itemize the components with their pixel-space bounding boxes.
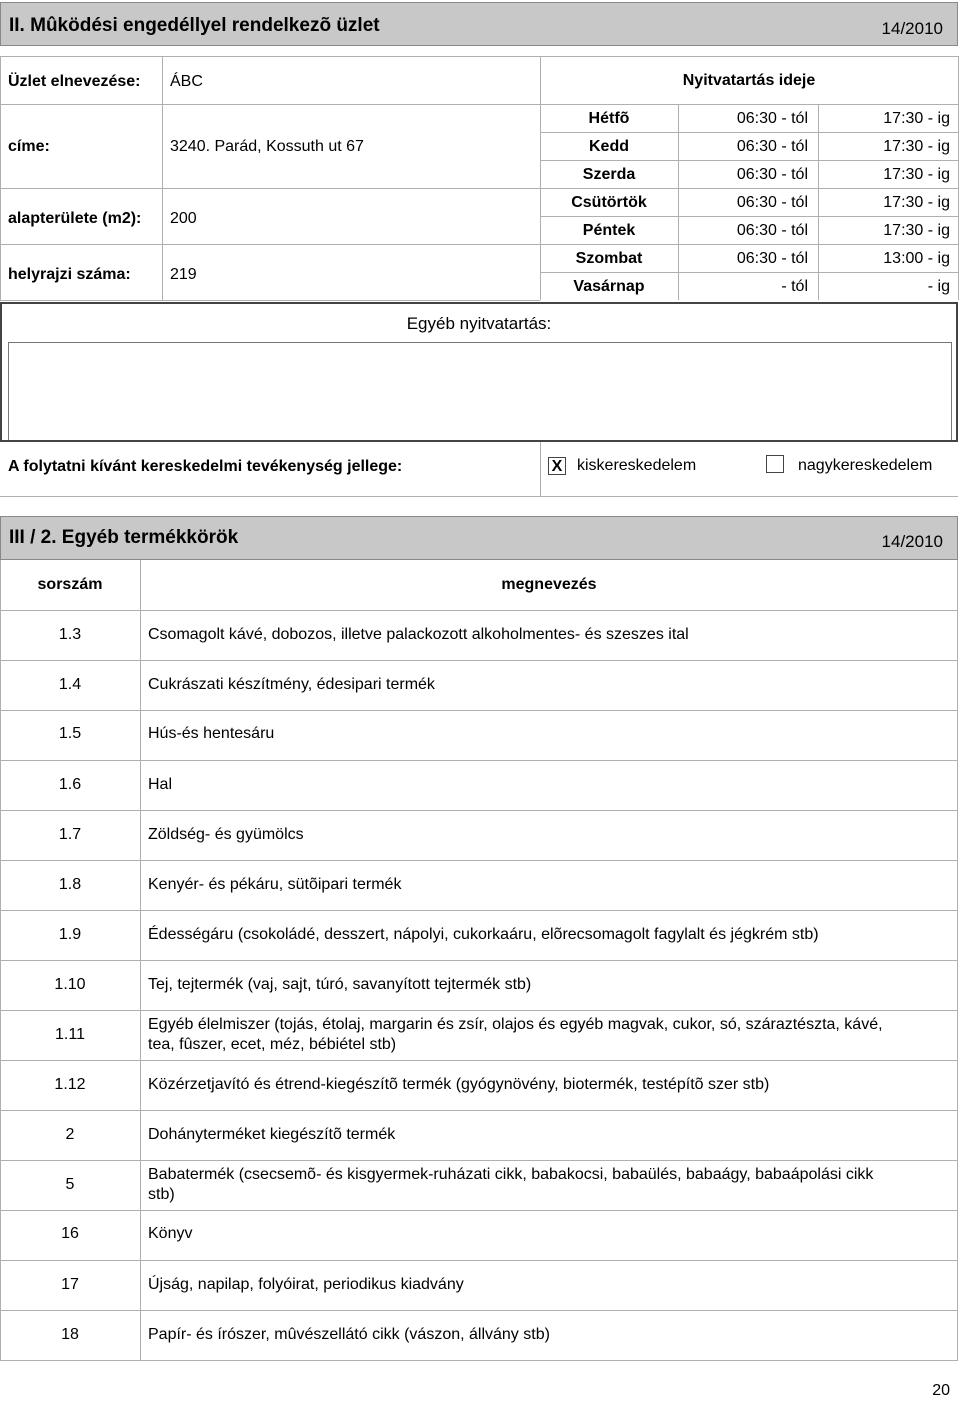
other-hours-label: Egyéb nyitvatartás: [406,314,552,333]
item-name: Csomagolt kávé, dobozos, illetve palackozott alkoholmentes- és szeszes ital [148,626,689,643]
page-number: 20 [932,1382,950,1399]
table-row [0,1210,958,1260]
wholesale-checkbox[interactable] [766,455,784,473]
item-name: Egyéb élelmiszer (tojás, étolaj, margarin és zsír, olajos és egyéb magvak, cukor, só, száraztészta, kávé, tea, fûszer, ecet, méz, bébiétel stb) [148,1016,883,1053]
item-number: 18 [61,1326,79,1343]
item-number: 1.4 [58,676,82,693]
item-number: 16 [61,1225,79,1242]
hours-from: 06:30 - tól [736,138,808,155]
item-name: Cukrászati készítmény, édesipari termék [148,676,435,693]
store-name-value: ÁBC [170,73,203,90]
section2-title: III / 2. Egyéb termékkörök [9,527,239,548]
section-code: 14/2010 [881,19,943,38]
hours-to: 17:30 - ig [883,138,950,155]
retail-label: kiskereskedelem [577,457,697,474]
item-name: Zöldség- és gyümölcs [148,826,304,843]
item-number: 1.8 [58,876,82,893]
hours-from: - tól [781,278,808,295]
address-value: 3240. Parád, Kossuth ut 67 [170,138,364,155]
hours-to: 17:30 - ig [883,166,950,183]
hours-to: 17:30 - ig [883,222,950,239]
retail-checkbox[interactable]: X [548,457,566,475]
hours-day: Kedd [589,138,629,155]
address-label: címe: [8,138,50,155]
table-row [0,660,958,710]
hours-day: Vasárnap [573,278,645,295]
item-number: 1.11 [55,1026,85,1043]
item-name: Édességáru (csokoládé, desszert, nápolyi, cukorkaáru, elõrecsomagolt fagylalt és jégkrém stb) [148,926,819,943]
item-number: 2 [65,1126,75,1143]
hours-to: 17:30 - ig [883,110,950,127]
item-number: 5 [65,1176,75,1193]
section2-code: 14/2010 [881,532,943,551]
item-name: Tej, tejtermék (vaj, sajt, túró, savanyított tejtermék stb) [148,976,532,993]
table-row [0,960,958,1010]
hours-from: 06:30 - tól [736,110,808,127]
store-name-label: Üzlet elnevezése: [8,73,141,90]
column-header-name: megnevezés [501,576,597,593]
item-name: Hús-és hentesáru [148,725,275,742]
area-label: alapterülete (m2): [8,210,142,227]
hours-to: 13:00 - ig [883,250,950,267]
table-row [0,1310,958,1360]
lot-label: helyrajzi száma: [8,266,131,283]
hours-day: Szerda [582,166,636,183]
table-row [0,810,958,860]
item-number: 1.5 [58,725,82,742]
hours-to: 17:30 - ig [883,194,950,211]
table-row [0,860,958,910]
table-row [0,1060,958,1110]
item-name: Kenyér- és pékáru, sütõipari termék [148,876,402,893]
hours-from: 06:30 - tól [736,194,808,211]
area-value: 200 [170,210,197,227]
item-number: 1.6 [58,776,82,793]
hours-from: 06:30 - tól [736,250,808,267]
item-number: 17 [61,1276,79,1293]
item-name: Babatermék (csecsemõ- és kisgyermek-ruházati cikk, babakocsi, babaülés, babaágy, babaápolási cikk stb) [148,1166,874,1203]
section-title: II. Mûködési engedéllyel rendelkezõ üzlet [9,15,380,36]
item-name: Könyv [148,1225,193,1242]
item-number: 1.12 [54,1076,86,1093]
hours-from: 06:30 - tól [736,166,808,183]
table-row [0,1160,958,1210]
table-row [0,1010,958,1060]
wholesale-label: nagykereskedelem [798,457,933,474]
table-row [0,710,958,760]
item-number: 1.3 [58,626,82,643]
item-name: Papír- és írószer, mûvészellátó cikk (vászon, állvány stb) [148,1326,550,1343]
section2-header-bar [0,516,958,560]
lot-value: 219 [170,266,197,283]
item-name: Hal [148,776,173,793]
table-row [0,1110,958,1160]
activity-label: A folytatni kívánt kereskedelmi tevékenység jellege: [8,458,403,475]
hours-header: Nyitvatartás ideje [682,72,816,89]
table-row [0,910,958,960]
hours-day: Szombat [575,250,643,267]
hours-to: - ig [927,278,950,295]
table-row [0,760,958,810]
hours-from: 06:30 - tól [736,222,808,239]
hours-day: Csütörtök [571,194,647,211]
item-number: 1.7 [58,826,82,843]
item-number: 1.9 [58,926,82,943]
table-row [0,1260,958,1310]
table-row [0,610,958,660]
section-header-bar [0,2,958,46]
hours-day: Hétfõ [588,110,630,127]
item-number: 1.10 [54,976,86,993]
item-name: Dohányterméket kiegészítõ termék [148,1126,396,1143]
hours-day: Péntek [582,222,636,239]
item-name: Közérzetjavító és étrend-kiegészítõ termék (gyógynövény, biotermék, testépítõ szer stb) [148,1076,770,1093]
column-header-number: sorszám [37,576,103,593]
item-name: Újság, napilap, folyóirat, periodikus kiadvány [148,1276,464,1293]
